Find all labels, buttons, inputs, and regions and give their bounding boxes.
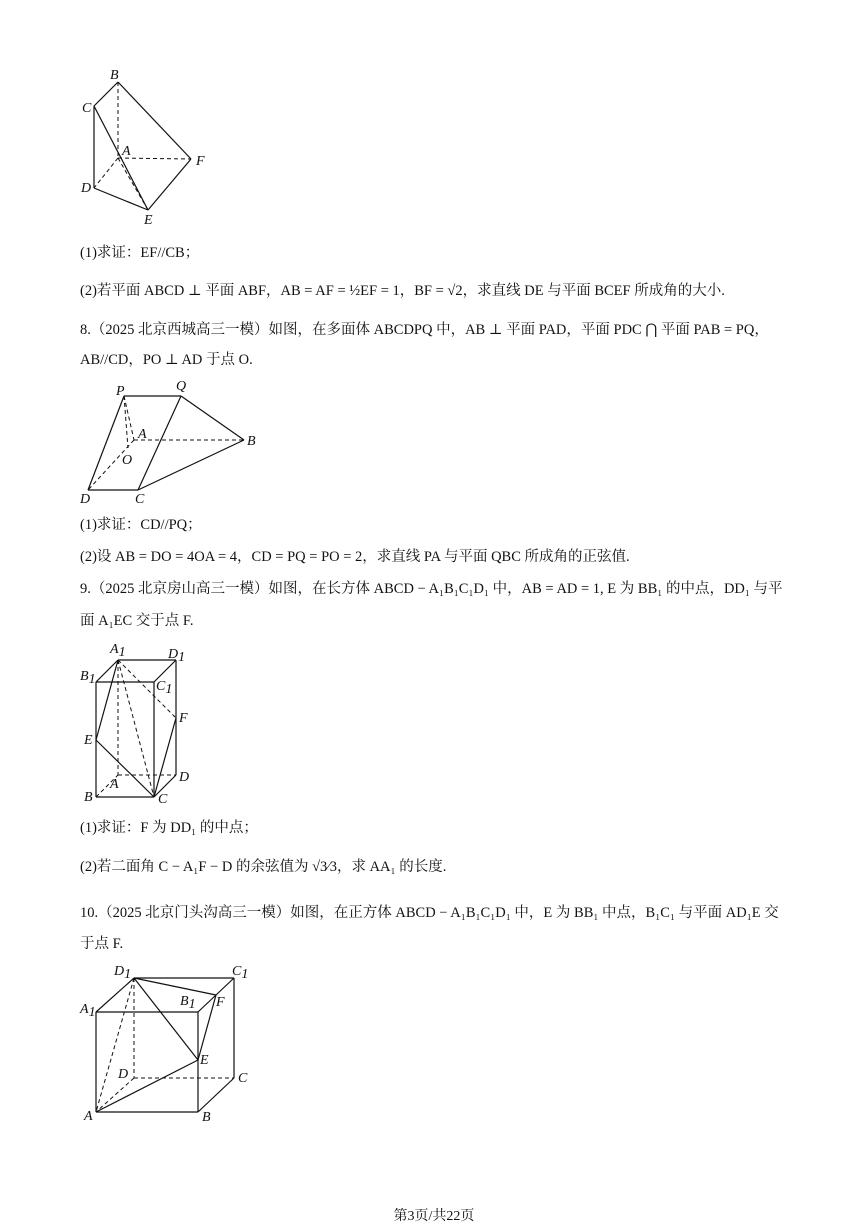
- q8-part1: (1)求证：CD//PQ；: [80, 517, 202, 533]
- label-A: A: [84, 1109, 93, 1124]
- figure-2: [76, 376, 266, 506]
- label-D1: D1: [168, 647, 186, 665]
- q10-stem-line1: 10.（2025 北京门头沟高三一模）如图，在正方体 ABCD − A₁B₁C₁D₁ 中，E 为 BB₁ 中点，B₁C₁ 与平面 AD₁E 交: [80, 905, 779, 921]
- label-D: D: [179, 770, 190, 785]
- label-D: D: [118, 1067, 129, 1082]
- q8-part2: (2)设 AB = DO = 4OA = 4，CD = PQ = PO = 2，求直线 PA 与平面 QBC 所成角的正弦值.: [80, 549, 630, 565]
- label-E: E: [200, 1053, 209, 1068]
- label-C: C: [82, 101, 92, 116]
- label-A1: A1: [80, 1002, 96, 1020]
- label-O: O: [122, 453, 133, 468]
- label-B: B: [84, 790, 93, 805]
- label-B1: B1: [180, 994, 196, 1012]
- label-D: D: [80, 492, 91, 506]
- q7-part2: (2)若平面 ABCD ⊥ 平面 ABF，AB = AF = ½EF = 1，BF = √2，求直线 DE 与平面 BCEF 所成角的大小.: [80, 283, 725, 299]
- q9-part2: (2)若二面角 C − A₁F − D 的余弦值为 √3⁄3，求 AA₁ 的长度.: [80, 859, 447, 875]
- label-A: A: [122, 144, 131, 159]
- label-E: E: [144, 213, 153, 226]
- q9-stem-line2: 面 A₁EC 交于点 F.: [80, 613, 194, 629]
- figure-1: [76, 66, 216, 226]
- figure-3: [76, 640, 206, 810]
- label-B1: B1: [80, 669, 96, 687]
- label-A: A: [138, 427, 147, 442]
- q8-stem-line2: AB//CD，PO ⊥ AD 于点 O.: [80, 352, 253, 368]
- label-B: B: [110, 68, 119, 83]
- label-A1: A1: [110, 642, 126, 660]
- label-B: B: [247, 434, 256, 449]
- label-D1: D1: [114, 964, 132, 982]
- label-C1: C1: [232, 964, 249, 982]
- label-F: F: [216, 995, 225, 1010]
- label-P: P: [116, 384, 125, 399]
- q8-stem-line1: 8.（2025 北京西城高三一模）如图，在多面体 ABCDPQ 中，AB ⊥ 平面 PAD，平面 PDC ⋂ 平面 PAB = PQ，: [80, 322, 769, 338]
- q7-part1: (1)求证：EF//CB；: [80, 245, 200, 261]
- label-A: A: [110, 777, 119, 792]
- q9-stem-line1: 9.（2025 北京房山高三一模）如图，在长方体 ABCD − A₁B₁C₁D₁ 中，AB = AD = 1, E 为 BB₁ 的中点，DD₁ 与平: [80, 581, 783, 597]
- figure-4: [76, 960, 256, 1125]
- label-F: F: [196, 154, 205, 169]
- label-B: B: [202, 1110, 211, 1125]
- label-Q: Q: [176, 379, 187, 394]
- q9-part1: (1)求证：F 为 DD₁ 的中点；: [80, 820, 258, 836]
- label-E: E: [84, 733, 93, 748]
- label-C: C: [238, 1071, 248, 1086]
- page-number: 第3页/共22页: [393, 1209, 475, 1224]
- q10-stem-line2: 于点 F.: [80, 936, 124, 952]
- label-F: F: [179, 711, 188, 726]
- label-C: C: [135, 492, 145, 506]
- label-D: D: [81, 181, 92, 196]
- label-C1: C1: [156, 679, 173, 697]
- label-C: C: [158, 792, 168, 807]
